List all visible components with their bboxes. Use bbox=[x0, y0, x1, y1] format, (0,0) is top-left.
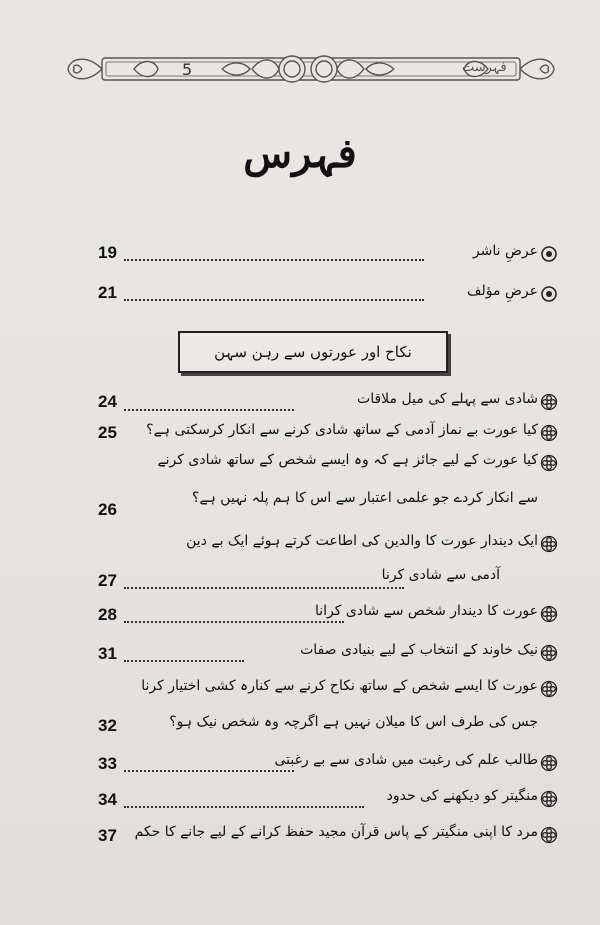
flower-bullet-icon bbox=[540, 535, 558, 553]
flower-bullet-icon bbox=[540, 754, 558, 772]
entry-page: 21 bbox=[98, 283, 117, 302]
running-title: فہرست bbox=[462, 60, 507, 75]
section-heading: نکاح اور عورتوں سے رہن سہن bbox=[214, 343, 412, 361]
entry-title-continued: سے انکار کردے جو علمی اعتبار سے اس کا ہم پلہ نہیں ہے؟ bbox=[192, 490, 538, 506]
page-number: 5 bbox=[182, 60, 193, 79]
entry-page: 26 bbox=[98, 500, 117, 519]
entry-page: 31 bbox=[98, 644, 117, 663]
flower-bullet-icon bbox=[540, 644, 558, 662]
dot-leader bbox=[124, 660, 244, 662]
dot-leader bbox=[124, 806, 364, 808]
dot-leader bbox=[124, 770, 294, 772]
page-title: فہرس bbox=[243, 130, 357, 177]
entry-title: عرضِ ناشر bbox=[472, 243, 538, 259]
circle-bullet-icon bbox=[540, 285, 558, 303]
entry-page: 32 bbox=[98, 716, 117, 735]
section-heading-box bbox=[178, 331, 448, 373]
entry-title: عورت کا دیندار شخص سے شادی کرانا bbox=[315, 603, 538, 619]
entry-title: کیا عورت کے لیے جائز ہے کہ وہ ایسے شخص کے ساتھ شادی کرنے bbox=[157, 452, 538, 468]
entry-title: شادی سے پہلے کی میل ملاقات bbox=[357, 391, 538, 407]
entry-title-continued: جس کی طرف اس کا میلان نہیں ہے اگرچہ وہ شخص نیک ہو؟ bbox=[169, 714, 538, 730]
flower-bullet-icon bbox=[540, 605, 558, 623]
flower-bullet-icon bbox=[540, 826, 558, 844]
flower-bullet-icon bbox=[540, 424, 558, 442]
entry-page: 25 bbox=[98, 423, 117, 442]
flower-bullet-icon bbox=[540, 454, 558, 472]
entry-title: منگیتر کو دیکھنے کی حدود bbox=[386, 788, 538, 804]
dot-leader bbox=[124, 299, 424, 301]
entry-page: 34 bbox=[98, 790, 117, 809]
entry-title: کیا عورت بے نماز آدمی کے ساتھ شادی کرنے سے انکار کرسکتی ہے؟ bbox=[146, 422, 538, 438]
entry-title: طالب علم کی رغبت میں شادی سے بے رغبتی bbox=[274, 752, 538, 768]
page-header bbox=[62, 44, 560, 94]
entry-page: 37 bbox=[98, 826, 117, 845]
dot-leader bbox=[124, 259, 424, 261]
entry-page: 24 bbox=[98, 392, 117, 411]
entry-title: نیک خاوند کے انتخاب کے لیے بنیادی صفات bbox=[300, 642, 538, 658]
flower-bullet-icon bbox=[540, 680, 558, 698]
flower-bullet-icon bbox=[540, 393, 558, 411]
dot-leader bbox=[124, 587, 404, 589]
entry-page: 27 bbox=[98, 571, 117, 590]
dot-leader bbox=[124, 409, 294, 411]
entry-title-continued: آدمی سے شادی کرنا bbox=[381, 567, 500, 583]
entry-title: عرضِ مؤلف bbox=[467, 283, 538, 299]
entry-title: عورت کا ایسے شخص کے ساتھ نکاح کرنے سے کنارہ کشی اختیار کرنا bbox=[141, 678, 538, 694]
circle-bullet-icon bbox=[540, 245, 558, 263]
entry-page: 33 bbox=[98, 754, 117, 773]
entry-page: 19 bbox=[98, 243, 117, 262]
dot-leader bbox=[124, 621, 344, 623]
entry-page: 28 bbox=[98, 605, 117, 624]
flower-bullet-icon bbox=[540, 790, 558, 808]
entry-title: مرد کا اپنی منگیتر کے پاس قرآن مجید حفظ کرانے کے لیے جانے کا حکم bbox=[134, 824, 538, 840]
entry-title: ایک دیندار عورت کا والدین کی اطاعت کرتے ہوئے ایک بے دین bbox=[186, 533, 538, 549]
